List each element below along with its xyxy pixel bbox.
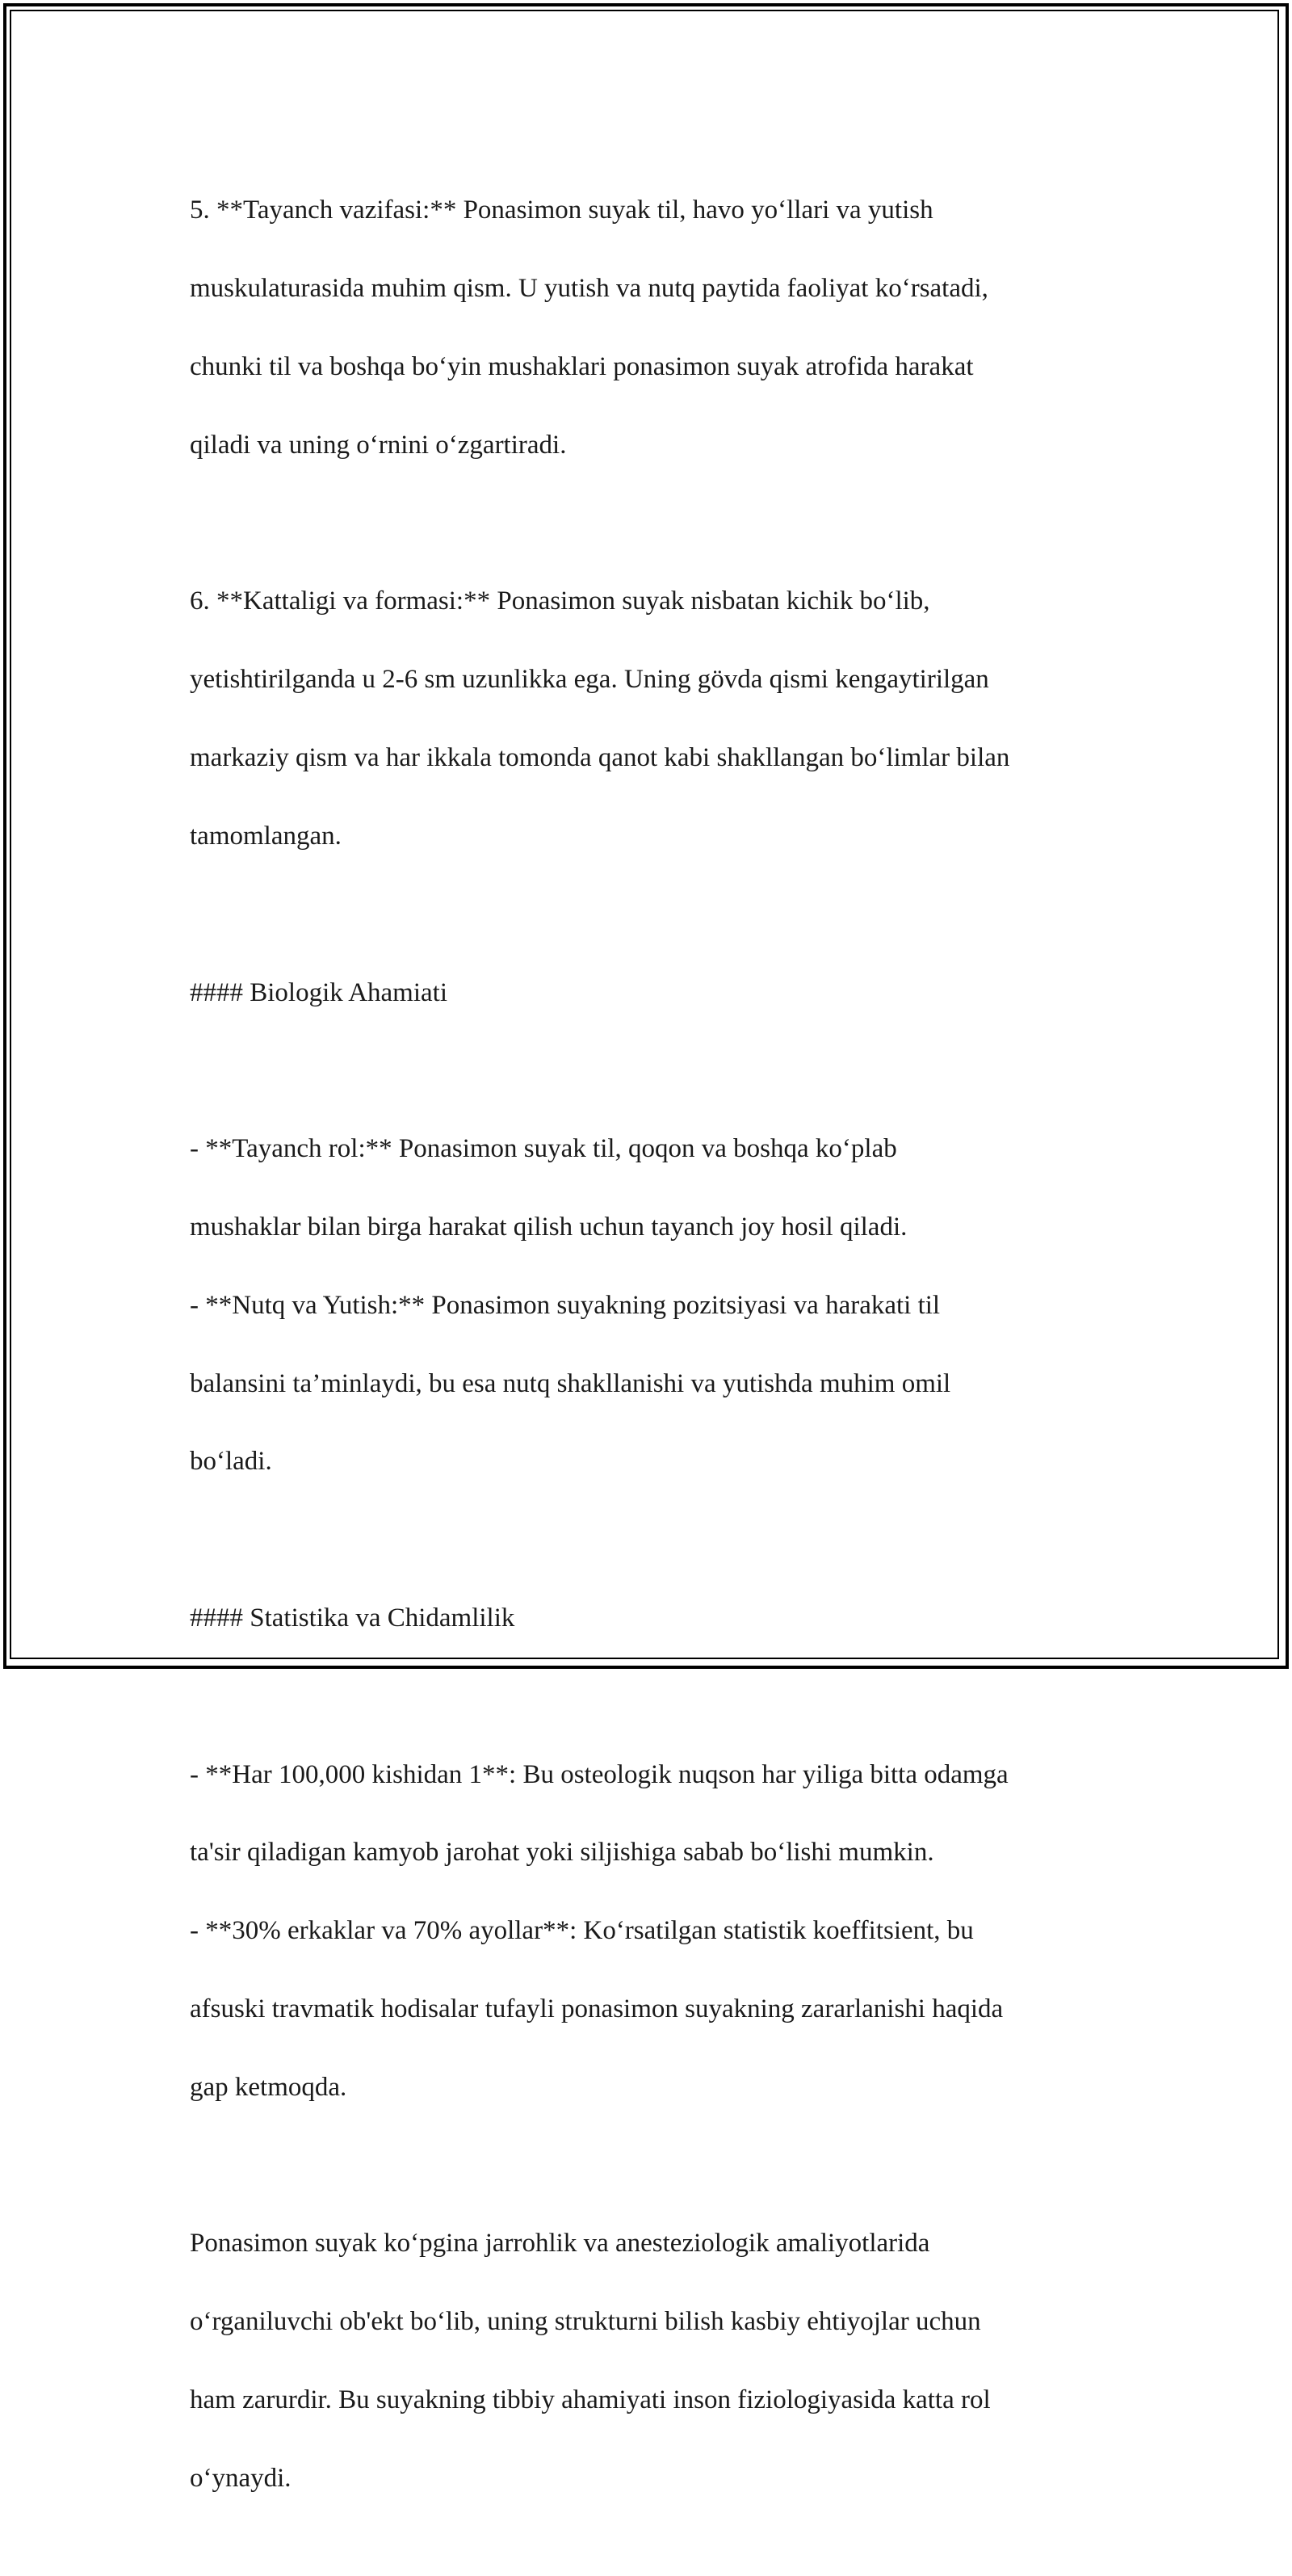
- text-line: mushaklar bilan birga harakat qilish uchun tayanch joy hosil qiladi.: [190, 1212, 908, 1242]
- text-line: - **Tayanch rol:** Ponasimon suyak til, qoqon va boshqa ko‘plab: [190, 1134, 897, 1164]
- paragraph-kattaligi-va-formasi: [190, 543, 1118, 895]
- text-line: - **30% erkaklar va 70% ayollar**: Ko‘rsatilgan statistik koeffitsient, bu: [190, 1916, 974, 1946]
- heading-text: #### Statistika va Chidamlilik: [190, 1603, 515, 1633]
- text-line: markaziy qism va har ikkala tomonda qanot kabi shakllangan bo‘limlar bilan: [190, 743, 1010, 773]
- text-line: o‘ynaydi.: [190, 2463, 292, 2493]
- paragraph-xulosa: [190, 2185, 1118, 2537]
- text-line: muskulaturasida muhim qism. U yutish va nutq paytida faoliyat ko‘rsatadi,: [190, 274, 988, 304]
- text-line: ham zarurdir. Bu suyakning tibbiy ahamiyati inson fiziologiyasida katta rol: [190, 2385, 991, 2415]
- text-line: balansini ta’minlaydi, bu esa nutq shakllanishi va yutishda muhim omil: [190, 1368, 951, 1398]
- text-line: afsuski travmatik hodisalar tufayli ponasimon suyakning zararlanishi haqida: [190, 1994, 1004, 2024]
- text-line: bo‘ladi.: [190, 1447, 272, 1477]
- text-line: yetishtirilganda u 2-6 sm uzunlikka ega. Uning gövda qismi kengaytirilgan: [190, 665, 989, 695]
- heading-statistika-va-chidamlilik: [190, 1560, 1118, 1677]
- text-line: o‘rganiluvchi ob'ekt bo‘lib, uning strukturni bilish kasbiy ehtiyojlar uchun: [190, 2307, 981, 2337]
- text-line: tamomlangan.: [190, 821, 342, 851]
- paragraph-tayanch-vazifasi: [190, 152, 1118, 504]
- text-line: - **Har 100,000 kishidan 1**: Bu osteologik nuqson har yiliga bitta odamga: [190, 1759, 1009, 1789]
- text-line: chunki til va boshqa bo‘yin mushaklari ponasimon suyak atrofida harakat: [190, 352, 974, 382]
- heading-text: #### Biologik Ahamiati: [190, 977, 447, 1007]
- text-line: Ponasimon suyak ko‘pgina jarrohlik va anesteziologik amaliyotlarida: [190, 2229, 930, 2259]
- text-line: 5. **Tayanch vazifasi:** Ponasimon suyak til, havo yo‘llari va yutish: [190, 195, 933, 225]
- document-body: [190, 152, 1118, 2576]
- text-line: qiladi va uning o‘rnini o‘zgartiradi.: [190, 430, 567, 460]
- list-statistika: [190, 1716, 1118, 2145]
- text-line: ta'sir qiladigan kamyob jarohat yoki siljishiga sabab bo‘lishi mumkin.: [190, 1838, 934, 1868]
- text-line: 6. **Kattaligi va formasi:** Ponasimon suyak nisbatan kichik bo‘lib,: [190, 586, 930, 616]
- heading-biologik-ahamiati: [190, 934, 1118, 1051]
- list-biologik-ahamiati: [190, 1090, 1118, 1520]
- text-line: - **Nutq va Yutish:** Ponasimon suyakning pozitsiyasi va harakati til: [190, 1290, 941, 1320]
- text-line: gap ketmoqda.: [190, 2072, 347, 2102]
